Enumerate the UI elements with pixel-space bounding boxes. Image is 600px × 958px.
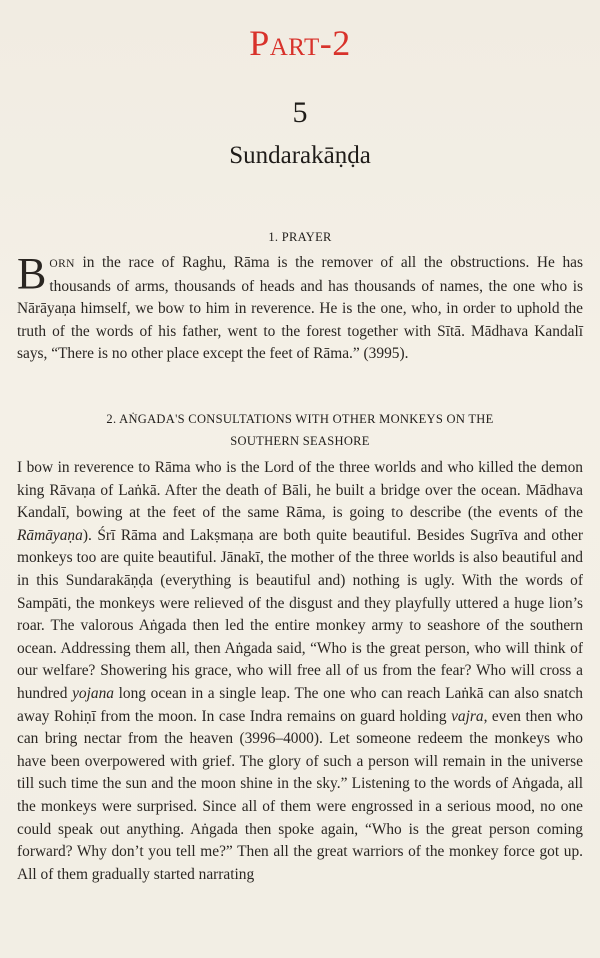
italic-term-vajra: vajra	[451, 707, 484, 725]
section-heading-prayer: 1. PRAYER	[268, 230, 332, 244]
part-title: Part-2	[249, 23, 351, 63]
chapter-title: Sundarakāṇḍa	[229, 142, 371, 169]
chapter-number: 5	[292, 96, 308, 129]
prayer-text: in the race of Raghu, Rāma is the remover of all the obstructions. He has thousands of arms, thousands of heads and has thousands of names, the one who is Nārāyaṇa himself, we bow to him in reverence. He is the one, who, in order to uphold the truth of the words of his father, went to the forest together with Sītā. Mādhava Kandalī says, “There is no other place except the feet of Rāma.” (3995).	[17, 254, 583, 363]
text-segment: ). Śrī Rāma and Lakṣmaṇa are both quite beautiful. Besides Sugrīva and other monkeys too are quite beautiful. Jānakī, the mother of the three worlds is also beautiful and in this Sundarakāṇḍa (everything is beautiful and) nothing is ugly. With the words of Sampāti, the monkeys were relieved of the disgust and they playfully uttered a huge lion’s roar. The valorous Aṅgada then led the entire monkey army to seashore of the southern ocean. Addressing them all, then Aṅgada said, “Who is the great person, who will think of our welfare? Showering his grace, who will free all of us from the fear? Who will cross a hundred	[17, 526, 583, 702]
italic-term-yojana: yojana	[72, 684, 114, 702]
prayer-paragraph	[17, 249, 583, 366]
section-heading-line1: 2. AṄGADA'S CONSULTATIONS WITH OTHER MONKEYS ON THE	[106, 412, 494, 426]
text-segment: , even then who can bring nectar from the heaven (3996–4000). Let someone redeem the monkeys who have been overpowered with grief. The glory of such a person will remain in the universe till such time the sun and the moon shine in the sky.” Listening to the words of Aṅgada, all the monkeys were surprised. Since all of them were engrossed in a serious mood, no one could speak out anything. Aṅgada then spoke again, “Who is the great person coming forward? Why don’t you tell me?” Then all the great warriors of the monkey force got up. All of them gradually started narrating	[17, 707, 583, 883]
text-segment: I bow in reverence to Rāma who is the Lord of the three worlds and who killed the demon king Rāvaṇa of Laṅkā. After the death of Bāli, he built a bridge over the ocean. Mādhava Kandalī, bowing at the feet of the same Rāma, is going to describe (the events of the	[17, 459, 583, 522]
text-segment: long ocean in a single leap. The one who can reach Laṅkā can also snatch away Rohiṇī from the moon. In case Indra remains on guard holding	[17, 684, 584, 725]
drop-cap: B	[17, 249, 47, 298]
italic-term-ramayana: Rāmāyaṇa	[17, 526, 83, 544]
section-heading-angada	[0, 408, 600, 452]
section-heading-line2: SOUTHERN SEASHORE	[230, 434, 370, 448]
small-caps-lead: ORN	[49, 258, 75, 270]
angada-paragraph	[17, 457, 583, 886]
